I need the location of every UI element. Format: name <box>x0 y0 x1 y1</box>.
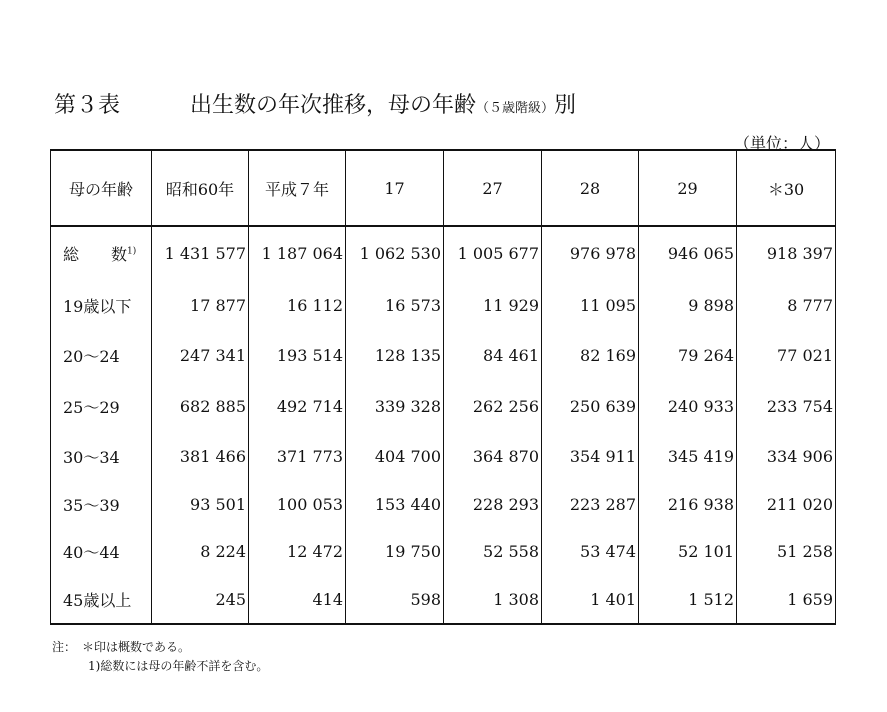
header-cell: 29 <box>639 150 737 226</box>
data-cell: 354 911 <box>542 432 639 481</box>
data-cell: 1 187 064 <box>249 226 346 280</box>
row-label: 40～44 <box>51 528 152 575</box>
footnote-2: 1)総数には母の年齢不詳を含む。 <box>88 659 269 673</box>
header-cell: 母の年齢 <box>51 150 152 226</box>
data-cell: 946 065 <box>639 226 737 280</box>
table-row <box>51 280 836 330</box>
table-number: 第３表 <box>54 93 121 118</box>
data-cell: 1 005 677 <box>444 226 542 280</box>
row-label: 20～24 <box>51 330 152 381</box>
data-cell: 52 101 <box>639 528 737 575</box>
data-cell: 381 466 <box>152 432 249 481</box>
data-cell: 79 264 <box>639 330 737 381</box>
data-cell: 8 224 <box>152 528 249 575</box>
table-title <box>54 88 576 122</box>
table-row <box>51 575 836 624</box>
data-cell: 228 293 <box>444 481 542 528</box>
data-cell: 364 870 <box>444 432 542 481</box>
data-cell: 1 062 530 <box>346 226 444 280</box>
data-cell: 223 287 <box>542 481 639 528</box>
data-cell: 262 256 <box>444 381 542 432</box>
data-cell: 216 938 <box>639 481 737 528</box>
data-cell: 245 <box>152 575 249 624</box>
unit-label: （単位：人） <box>734 134 831 153</box>
data-cell: 9 898 <box>639 280 737 330</box>
row-label: 25～29 <box>51 381 152 432</box>
data-cell: 12 472 <box>249 528 346 575</box>
data-cell: 84 461 <box>444 330 542 381</box>
data-cell: 1 308 <box>444 575 542 624</box>
data-cell: 918 397 <box>737 226 836 280</box>
data-cell: 193 514 <box>249 330 346 381</box>
row-label: 30～34 <box>51 432 152 481</box>
header-cell: 28 <box>542 150 639 226</box>
title-suffix: 別 <box>554 93 577 118</box>
data-cell: 17 877 <box>152 280 249 330</box>
header-cell: 平成７年 <box>249 150 346 226</box>
data-cell: 371 773 <box>249 432 346 481</box>
footnote-1: 注： ＊印は概数である。 <box>52 640 191 654</box>
data-cell: 1 659 <box>737 575 836 624</box>
data-cell: 153 440 <box>346 481 444 528</box>
table-row <box>51 381 836 432</box>
data-cell: 8 777 <box>737 280 836 330</box>
table-row <box>51 226 836 280</box>
row-label: 19歳以下 <box>51 280 152 330</box>
data-cell: 211 020 <box>737 481 836 528</box>
footnote-marker: 1) <box>127 246 137 257</box>
table-row <box>51 330 836 381</box>
data-cell: 334 906 <box>737 432 836 481</box>
data-cell: 19 750 <box>346 528 444 575</box>
data-cell: 16 573 <box>346 280 444 330</box>
data-cell: 11 095 <box>542 280 639 330</box>
data-cell: 240 933 <box>639 381 737 432</box>
data-cell: 233 754 <box>737 381 836 432</box>
data-cell: 1 512 <box>639 575 737 624</box>
data-cell: 339 328 <box>346 381 444 432</box>
data-cell: 100 053 <box>249 481 346 528</box>
title-small: （５歳階級） <box>476 101 555 116</box>
data-cell: 976 978 <box>542 226 639 280</box>
births-table <box>50 149 836 625</box>
row-label-text: 総 数 <box>63 245 128 264</box>
data-cell: 128 135 <box>346 330 444 381</box>
header-cell: ＊30 <box>737 150 836 226</box>
row-label: 45歳以上 <box>51 575 152 624</box>
data-cell: 16 112 <box>249 280 346 330</box>
data-cell: 404 700 <box>346 432 444 481</box>
data-cell: 53 474 <box>542 528 639 575</box>
footnotes <box>52 638 268 676</box>
data-cell: 93 501 <box>152 481 249 528</box>
data-cell: 598 <box>346 575 444 624</box>
data-cell: 1 431 577 <box>152 226 249 280</box>
data-cell: 250 639 <box>542 381 639 432</box>
row-label: 35～39 <box>51 481 152 528</box>
title-main: 出生数の年次推移，母の年齢 <box>190 93 477 118</box>
header-cell: 27 <box>444 150 542 226</box>
data-cell: 82 169 <box>542 330 639 381</box>
table-row <box>51 528 836 575</box>
data-cell: 414 <box>249 575 346 624</box>
data-cell: 52 558 <box>444 528 542 575</box>
header-cell: 17 <box>346 150 444 226</box>
data-cell: 11 929 <box>444 280 542 330</box>
header-cell: 昭和60年 <box>152 150 249 226</box>
data-cell: 1 401 <box>542 575 639 624</box>
data-cell: 345 419 <box>639 432 737 481</box>
table-row <box>51 481 836 528</box>
data-cell: 492 714 <box>249 381 346 432</box>
data-cell: 682 885 <box>152 381 249 432</box>
row-label <box>51 226 152 280</box>
data-cell: 51 258 <box>737 528 836 575</box>
table-row <box>51 432 836 481</box>
data-cell: 247 341 <box>152 330 249 381</box>
data-cell: 77 021 <box>737 330 836 381</box>
header-row <box>51 150 836 226</box>
